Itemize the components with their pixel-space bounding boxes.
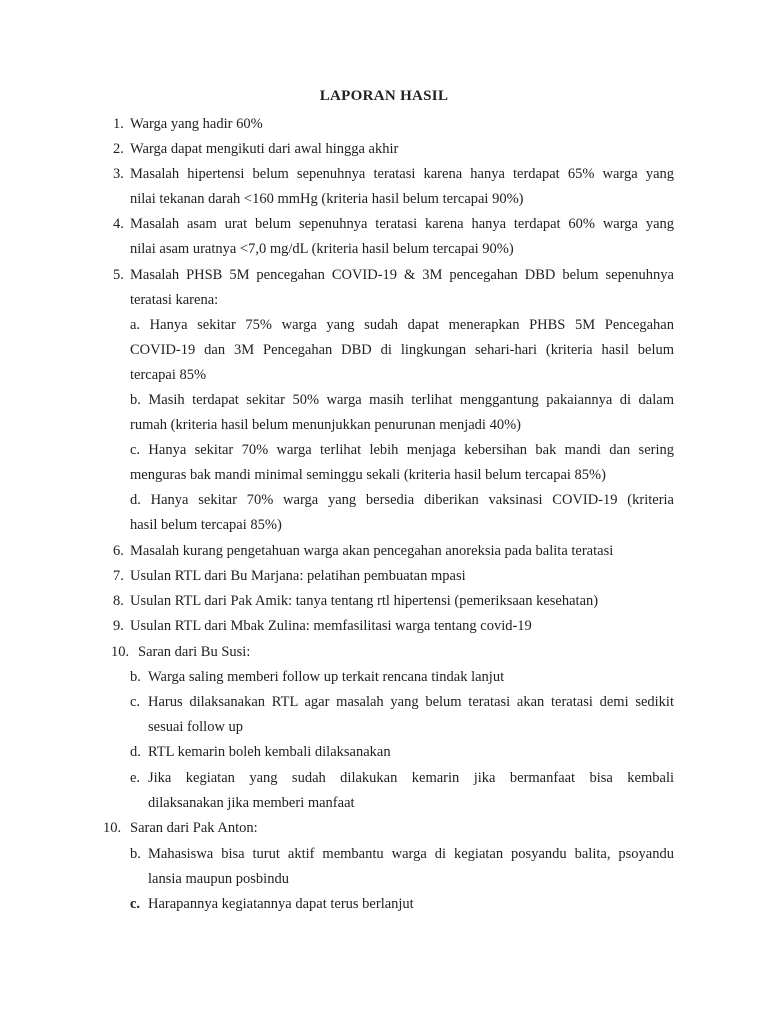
item-text: Usulan RTL dari Pak Amik: tanya tentang rtl hipertensi (pemeriksaan kesehatan) — [130, 593, 599, 609]
sub-item-line: a. Hanya sekitar 75% warga yang sudah dapat menerapkan PHBS 5M Pencegahan — [130, 317, 674, 333]
sub-item-letter: e. — [130, 770, 141, 786]
item-text: Masalah kurang pengetahuan warga akan pencegahan anoreksia pada balita teratasi — [130, 543, 614, 559]
sub-item-letter: c. — [130, 896, 141, 912]
sub-item-line: RTL kemarin boleh kembali dilaksanakan — [148, 744, 391, 760]
sub-item-line: Mahasiswa bisa turut aktif membantu warga di kegiatan posyandu balita, psoyandu — [148, 846, 674, 862]
sub-item-line: sesuai follow up — [148, 719, 244, 735]
sub-item-line: Warga saling memberi follow up terkait rencana tindak lanjut — [148, 669, 505, 685]
item-number: 10. — [111, 644, 130, 660]
sub-item-line: b. Masih terdapat sekitar 50% warga masih terlihat menggantung pakaiannya di dalam — [130, 392, 674, 408]
item-number: 3. — [113, 166, 124, 182]
item-text: Saran dari Pak Anton: — [130, 820, 258, 836]
item-text: Usulan RTL dari Mbak Zulina: memfasilitasi warga tentang covid-19 — [130, 618, 532, 634]
sub-item-line: d. Hanya sekitar 70% warga yang bersedia diberikan vaksinasi COVID-19 (kriteria — [130, 492, 674, 508]
item-text: Usulan RTL dari Bu Marjana: pelatihan pembuatan mpasi — [130, 568, 466, 584]
item-number: 2. — [113, 141, 124, 157]
sub-item-line: Jika kegiatan yang sudah dilakukan kemarin jika bermanfaat bisa kembali — [148, 770, 674, 786]
item-text-line: Masalah hipertensi belum sepenuhnya teratasi karena hanya terdapat 65% warga yang — [130, 166, 674, 182]
item-text: Warga dapat mengikuti dari awal hingga akhir — [130, 141, 399, 157]
item-number: 7. — [113, 568, 124, 584]
item-text-line: nilai tekanan darah <160 mmHg (kriteria hasil belum tercapai 90%) — [130, 191, 524, 207]
sub-item-line: Harapannya kegiatannya dapat terus berlanjut — [148, 896, 414, 912]
item-text-line: nilai asam uratnya <7,0 mg/dL (kriteria hasil belum tercapai 90%) — [130, 241, 514, 257]
sub-item-letter: c. — [130, 694, 141, 710]
sub-item-line: Harus dilaksanakan RTL agar masalah yang belum teratasi akan teratasi demi sedikit — [148, 694, 674, 710]
sub-item-line: c. Hanya sekitar 70% warga terlihat lebih menjaga kebersihan bak mandi dan sering — [130, 442, 674, 458]
sub-item-letter: b. — [130, 669, 141, 685]
item-number: 9. — [113, 618, 124, 634]
item-text-line: Masalah PHSB 5M pencegahan COVID-19 & 3M pencegahan DBD belum sepenuhnya — [130, 267, 674, 283]
sub-item-letter: b. — [130, 846, 141, 862]
item-number: 1. — [113, 116, 124, 132]
item-number: 4. — [113, 216, 124, 232]
sub-item-line: menguras bak mandi minimal seminggu sekali (kriteria hasil belum tercapai 85%) — [130, 467, 606, 483]
sub-item-letter: d. — [130, 744, 141, 760]
page-title: LAPORAN HASIL — [319, 88, 449, 104]
item-text-line: Masalah asam urat belum sepenuhnya teratasi karena hanya terdapat 60% warga yang — [130, 216, 674, 232]
sub-item-line: lansia maupun posbindu — [148, 871, 289, 887]
item-number: 8. — [113, 593, 124, 609]
item-number: 6. — [113, 543, 124, 559]
item-number: 5. — [113, 267, 124, 283]
item-text: Saran dari Bu Susi: — [138, 644, 251, 660]
sub-item-line: rumah (kriteria hasil belum menunjukkan penurunan menjadi 40%) — [130, 417, 521, 433]
sub-item-line: COVID-19 dan 3M Pencegahan DBD di lingkungan sehari-hari (kriteria hasil belum — [130, 342, 674, 358]
sub-item-line: dilaksanakan jika memberi manfaat — [148, 795, 355, 811]
item-number: 10. — [103, 820, 122, 836]
item-text-line: teratasi karena: — [130, 292, 219, 308]
sub-item-line: hasil belum tercapai 85%) — [130, 517, 282, 533]
item-text: Warga yang hadir 60% — [130, 116, 263, 132]
sub-item-line: tercapai 85% — [130, 367, 207, 383]
